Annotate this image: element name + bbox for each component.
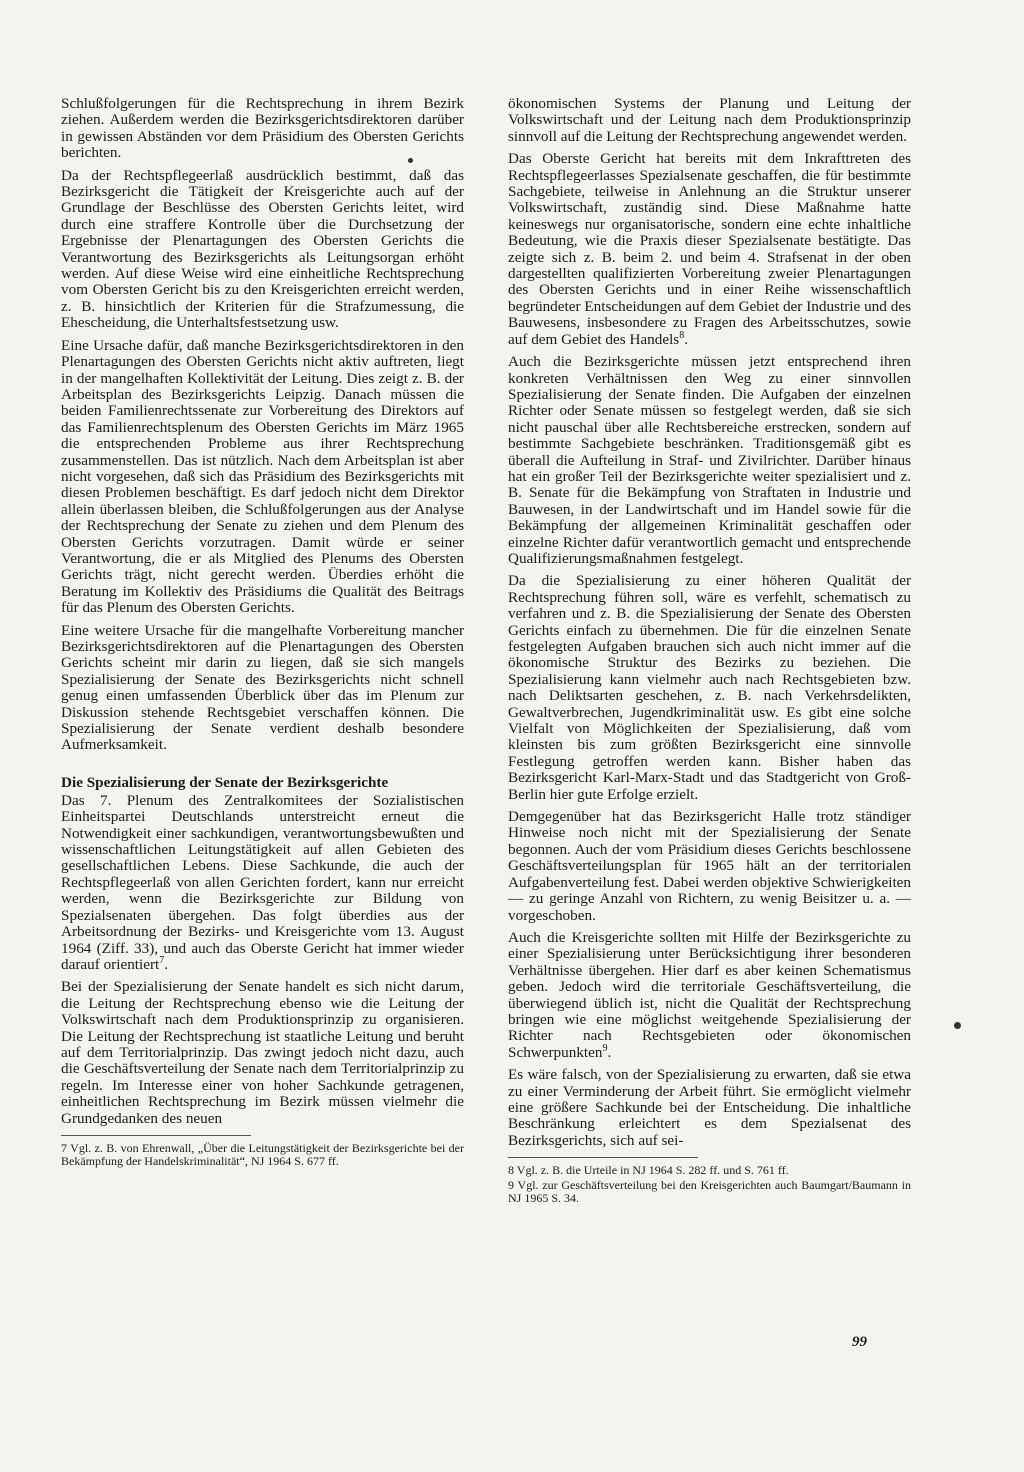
page-number: 99: [852, 1334, 867, 1350]
print-speck: [954, 1022, 961, 1029]
paragraph: Auch die Kreisgerichte sollten mit Hilfe der Bezirksgerichte zu einer Spezialisierung unter Berücksichtigung ihrer besonderen Verhältnisse übergehen. Hier darf es aber keinen Schematismus geben. Jedoch wird die territoriale Geschäftsverteilung, die überwiegend üblich ist, nicht die Qualität der Rechtsprechung bringen wie eine möglichst weitgehende Spezialisierung der Richter nach Rechtsgebieten oder ökonomischen Schwerpunkten$^9$.: [508, 928, 911, 1061]
left-column: [61, 96, 464, 1170]
footnote-rule: [61, 1135, 251, 1136]
footnote-ref: 7: [159, 954, 165, 966]
footnote-ref: 8: [679, 329, 685, 341]
paragraph: Demgegenüber hat das Bezirksgericht Halle trotz ständiger Hinweise noch nicht mit der Spezialisierung der Senate begonnen. Auch der vom Präsidium dieses Gerichts beschlossene Geschäftsverteilungsplan für 1965 hält an der territorialen Aufgabenverteilung fest. Dabei werden objektive Schwierigkeiten — zu geringe Anzahl von Richtern, zu wenig Beisitzer u. a. — vorgeschoben.: [508, 808, 911, 924]
section-heading: Die Spezialisierung der Senate der Bezirksgerichte: [61, 773, 389, 791]
print-speck: [408, 158, 413, 163]
footnote: 7 Vgl. z. B. von Ehrenwall, „Über die Leitungstätigkeit der Bezirksgerichte bei der Bekämpfung der Handelskriminalität“, NJ 1964 S. 677 ff.: [61, 1140, 464, 1168]
footnote: 8 Vgl. z. B. die Urteile in NJ 1964 S. 282 ff. und S. 761 ff.: [508, 1163, 789, 1178]
paragraph: Auch die Bezirksgerichte müssen jetzt entsprechend ihren konkreten Verhältnissen den Weg zu einer sinnvollen Spezialisierung der Senate finden. Die Aufgaben der einzelnen Richter oder Senate müssen so festgelegt werden, daß sie sich nicht pauschal über alle Rechtsbereiche erstrecken, sondern auf bestimmte Sachgebiete beschränken. Traditionsgemäß gibt es überall die Aufteilung in Straf- und Zivilrichter. Darüber hinaus hat ein großer Teil der Bezirksgerichte weiter spezialisiert und z. B. Senate für die Bekämpfung von Straftaten in Industrie und Bauwesen, in der Landwirtschaft und im Handel sowie für die Bekämpfung der allgemeinen Kriminalität geschaffen oder einzelne Richter dafür verantwortlich gemacht und entsprechende Qualifizierungsmaßnahmen festgelegt.: [508, 353, 911, 567]
footnote: 9 Vgl. zur Geschäftsverteilung bei den Kreisgerichten auch Baumgart/Baumann in NJ 1965 S. 34.: [508, 1178, 911, 1206]
paragraph: Eine Ursache dafür, daß manche Bezirksgerichtsdirektoren in den Plenartagungen des Obersten Gerichts nicht aktiv auftreten, liegt in der mangelhaften Kollektivität der Leitung. Dies zeigt z. B. der Arbeitsplan des Bezirksgerichts Leipzig. Danach müssen die beiden Familienrechtssenate zur Vorbereitung des Direktors auf das Familienrechtsplenum des Obersten Gerichts im März 1965 die entsprechenden Probleme aus ihrer Rechtsprechung zusammenstellen. Das ist nützlich. Nach dem Arbeitsplan ist aber nicht vorgesehen, daß sich das Präsidium des Bezirksgerichts mit diesen Problemen beschäftigt. Es darf jedoch nicht dem Direktor allein überlassen bleiben, die Schlußfolgerungen aus der Analyse der Rechtsprechung der Senate zu ziehen und dem Plenum des Obersten Gerichts vorzutragen. Damit würde er seiner Verantwortung, die er als Mitglied des Plenums des Obersten Gerichts trägt, nicht gerecht werden. Überdies erhöht die Beratung im Kollektiv des Präsidiums die Qualität des Beitrags für das Plenum des Obersten Gerichts.: [61, 336, 464, 617]
paragraph: Das 7. Plenum des Zentralkomitees der Sozialistischen Einheitspartei Deutschlands unterstreicht erneut die Notwendigkeit einer sachkundigen, verantwortungsbewußten und wissenschaftlichen Leitungstätigkeit auf allen Gebieten des gesellschaftlichen Lebens. Diese Sachkunde, die auch der Rechtspflegeerlaß von allen Gerichten fordert, kann nur erreicht werden, wenn die Bezirksgerichte zur Bildung von Spezialsenaten übergehen. Das folgt überdies aus der Arbeitsordnung der Bezirks- und Kreisgerichte vom 13. August 1964 (Ziff. 33), und auch das Oberste Gericht hat immer wieder darauf orientiert$^7$.: [61, 791, 464, 973]
paragraph: Das Oberste Gericht hat bereits mit dem Inkrafttreten des Rechtspflegeerlasses Spezialsenate geschaffen, die für bestimmte Sachgebiete, teilweise in Anlehnung an die Struktur unserer Volkswirtschaft, zuständig sind. Diese Maßnahme hatte keineswegs nur organisatorische, sondern eine echte inhaltliche Bedeutung, wie die Praxis dieser Spezialsenate bestätigte. Das zeigte sich z. B. beim 2. und beim 4. Strafsenat in der oben dargestellten qualifizierten Vorbereitung zweier Plenartagungen des Obersten Gerichts und in einer Reihe wissenschaftlich begründeter Entscheidungen auf dem Gebiet der Industrie und des Bauwesens, insbesondere zu Fragen des Arbeitsschutzes, sowie auf dem Gebiet des Handels$^8$.: [508, 150, 911, 348]
footnote-rule: [508, 1157, 698, 1158]
paragraph: Schlußfolgerungen für die Rechtsprechung in ihrem Bezirk ziehen. Außerdem werden die Bezirksgerichtsdirektoren darüber in gewissen Abständen vor dem Präsidium des Obersten Gerichts berichten.: [61, 95, 464, 162]
paragraph: Bei der Spezialisierung der Senate handelt es sich nicht darum, die Leitung der Rechtsprechung ebenso wie die Leitung der Volkswirtschaft nach dem Produktionsprinzip zu organisieren. Die Leitung der Rechtsprechung ist staatliche Leitung und beruht auf dem Territorialprinzip. Das zwingt jedoch nicht dazu, auch die Geschäftsverteilung der Senate nach dem Territorialprinzip zu regeln. Im Interesse einer von hoher Sachkunde getragenen, einheitlichen Rechtsprechung im Bezirk müssen vielmehr die Grundgedanken des neuen: [61, 978, 464, 1127]
right-column: [508, 96, 911, 1207]
footnote-ref: 9: [602, 1042, 608, 1054]
paragraph: Es wäre falsch, von der Spezialisierung zu erwarten, daß sie etwa zu einer Verminderung der Arbeit führt. Sie ermöglicht vielmehr eine größere Sachkunde bei der Entscheidung. Die inhaltliche Beschränkung erleichtert es dem Spezialsenat des Bezirksgerichts, sich auf sei-: [508, 1066, 911, 1149]
paragraph: Eine weitere Ursache für die mangelhafte Vorbereitung mancher Bezirksgerichtsdirektoren auf die Plenartagungen des Obersten Gerichts scheint mir darin zu liegen, daß sie sich mangels Spezialisierung der Senate des Bezirksgerichts nicht schnell genug einen umfassenden Überblick über das im Plenum zur Diskussion stehende Rechtsgebiet verschaffen können. Die Spezialisierung der Senate verdient deshalb besondere Aufmerksamkeit.: [61, 621, 464, 754]
paragraph: Da die Spezialisierung zu einer höheren Qualität der Rechtsprechung führen soll, wäre es verfehlt, schematisch zu verfahren und z. B. die Spezialisierung der Senate des Obersten Gerichts einfach zu übernehmen. Die für die einzelnen Senate festgelegten Aufgaben brauchen sich auch nicht immer auf die ökonomische Struktur des Bezirks zu beziehen. Die Spezialisierung kann vielmehr auch nach Rechtsgebieten bzw. nach Deliktsarten geschehen, z. B. nach Verkehrsdelikten, Gewaltverbrechen, Jugendkriminalität usw. Es gibt eine solche Vielfalt von Möglichkeiten der Spezialisierung, daß vom kleinsten bis zum größten Bezirksgericht eine sinnvolle Festlegung getroffen werden kann. Bisher haben das Bezirksgericht Karl-Marx-Stadt und das Stadtgericht von Groß-Berlin hier gute Erfolge erzielt.: [508, 572, 911, 803]
paragraph: Da der Rechtspflegeerlaß ausdrücklich bestimmt, daß das Bezirksgericht die Tätigkeit der Kreisgerichte auch auf der Grundlage der Beschlüsse des Obersten Gerichts leitet, wird durch eine straffere Kontrolle über die Durchsetzung der Ergebnisse der Plenartagungen des Obersten Gerichts die Verantwortung des Bezirksgerichts als Leitungsorgan erhöht werden. Auf diese Weise wird eine einheitliche Rechtsprechung vom Obersten Gericht bis zu den Kreisgerichten erreicht werden, z. B. hinsichtlich der Kriterien für die Strafzumessung, die Ehescheidung, die Unterhaltsfestsetzung usw.: [61, 166, 464, 332]
paragraph: ökonomischen Systems der Planung und Leitung der Volkswirtschaft und der Leitung nach dem Produktionsprinzip sinnvoll auf die Leitung der Rechtsprechung angewendet werden.: [508, 95, 911, 145]
